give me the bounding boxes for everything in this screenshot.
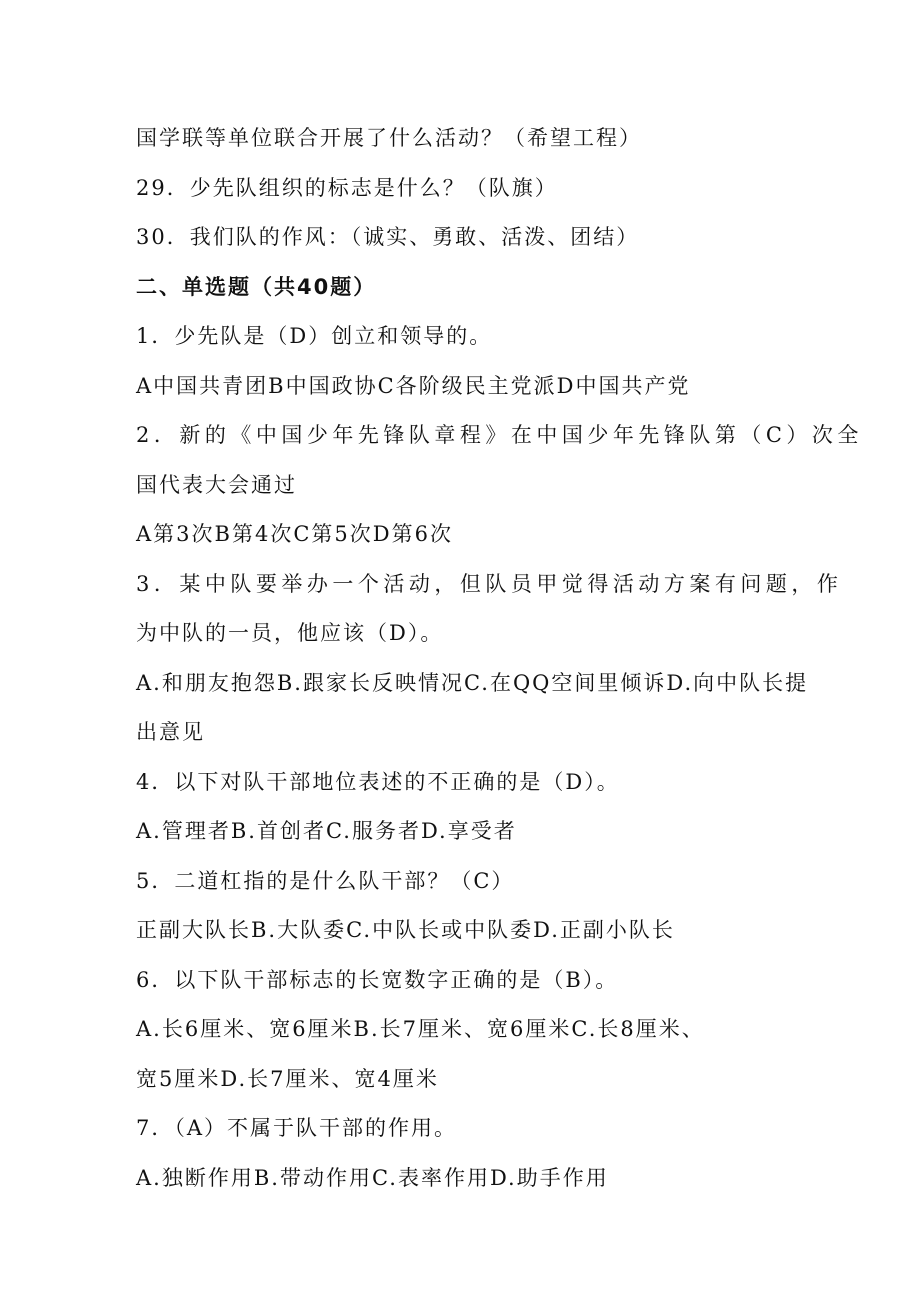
- question-6: 6．以下队干部标志的长宽数字正确的是（B）。: [136, 967, 619, 992]
- question-29: 29．少先队组织的标志是什么？（队旗）: [136, 175, 558, 200]
- text-line: 国学联等单位联合开展了什么活动？（希望工程）: [136, 126, 642, 150]
- question-3-options: A.和朋友抱怨B.跟家长反映情况C.在QQ空间里倾诉D.向中队长提: [136, 670, 809, 695]
- question-3: 3．某中队要举办一个活动，但队员甲觉得活动方案有问题，作: [136, 571, 843, 596]
- question-30: 30．我们队的作风：（诚实、勇敢、活泼、团结）: [136, 225, 640, 249]
- question-2: 2．新的《中国少年先锋队章程》在中国少年先锋队第（C）次全: [136, 423, 863, 447]
- question-4: 4．以下对队干部地位表述的不正确的是（D）。: [136, 769, 620, 794]
- question-6-options: A.长6厘米、宽6厘米B.长7厘米、宽6厘米C.长8厘米、: [136, 1017, 705, 1041]
- question-2-options: A第3次B第4次C第5次D第6次: [136, 522, 453, 546]
- question-3-continued: 为中队的一员，他应该（D）。: [136, 621, 444, 645]
- question-1: 1．少先队是（D）创立和领导的。: [136, 324, 493, 348]
- question-5: 5．二道杠指的是什么队干部？（C）: [136, 868, 515, 893]
- question-5-options: 正副大队长B.大队委C.中队长或中队委D.正副小队长: [136, 918, 675, 942]
- question-7: 7．（A）不属于队干部的作用。: [136, 1116, 458, 1140]
- question-1-options: A中国共青团B中国政协C各阶级民主党派D中国共产党: [136, 373, 691, 398]
- question-3-options-continued: 出意见: [136, 720, 205, 744]
- question-4-options: A.管理者B.首创者C.服务者D.享受者: [136, 819, 517, 843]
- section-heading: 二、单选题（共40题）: [136, 274, 377, 299]
- question-6-options-continued: 宽5厘米D.长7厘米、宽4厘米: [136, 1066, 439, 1091]
- question-7-options: A.独断作用B.带动作用C.表率作用D.助手作用: [136, 1165, 609, 1190]
- question-2-continued: 国代表大会通过: [136, 472, 297, 497]
